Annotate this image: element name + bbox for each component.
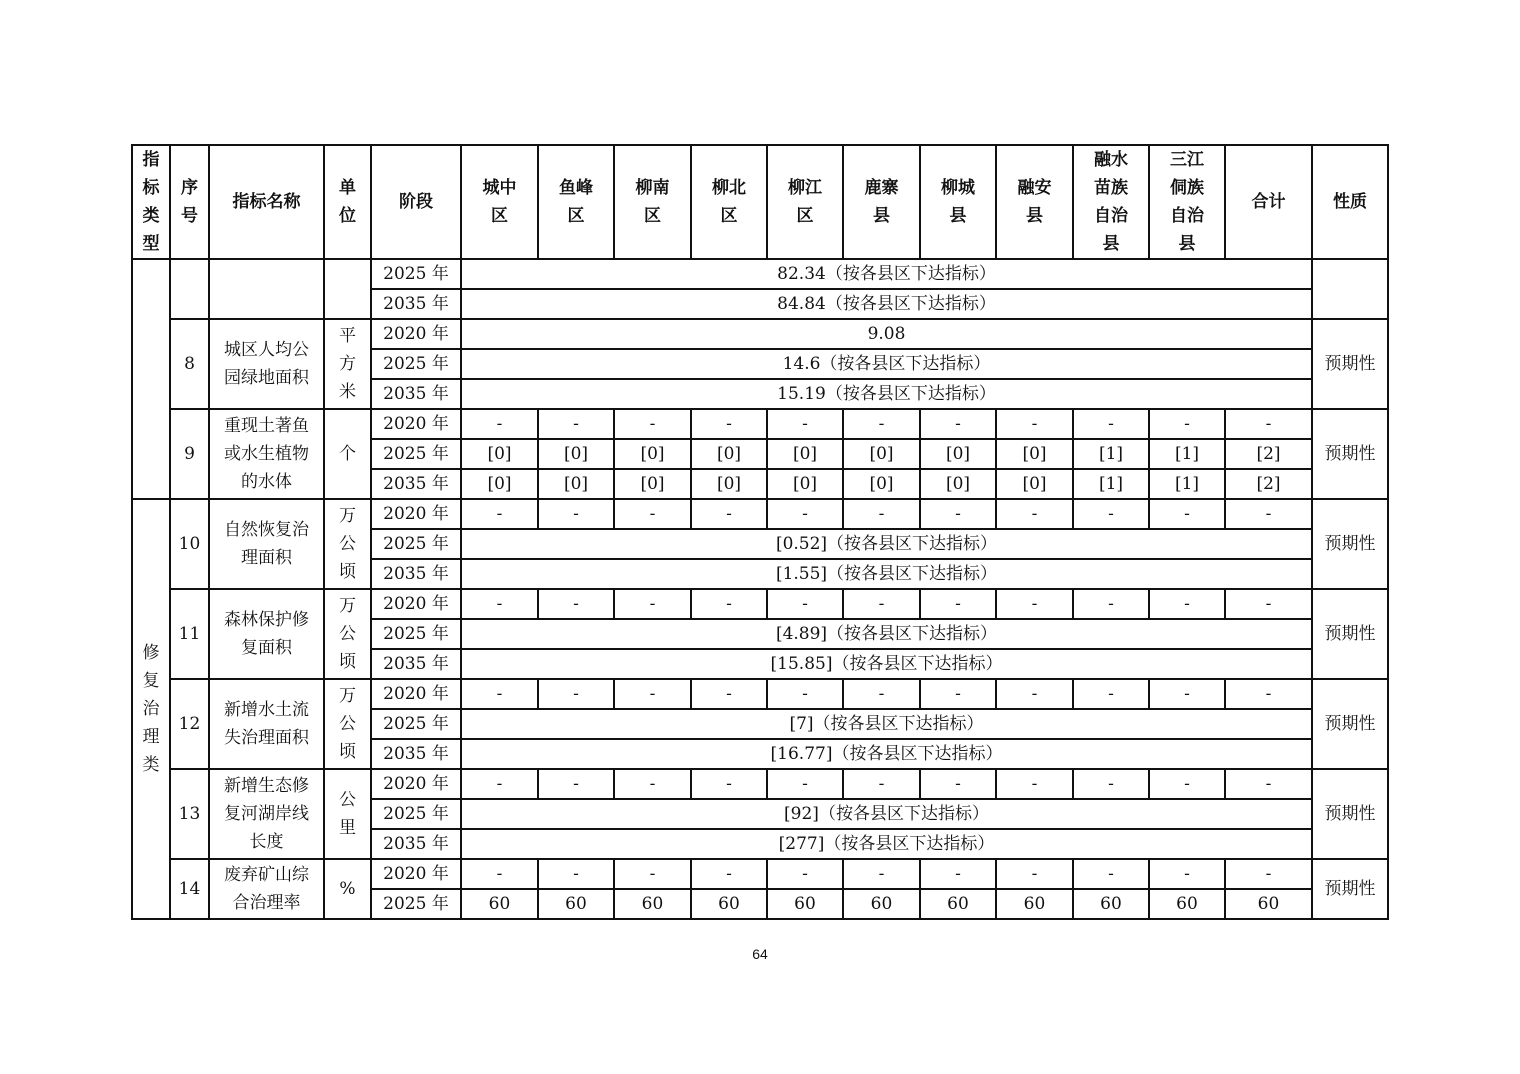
unit-cell	[324, 259, 371, 319]
unit-cell: 平 方 米	[324, 319, 371, 409]
merged-value-cell: [92]（按各县区下达指标）	[461, 799, 1312, 829]
value-cell: [0]	[614, 439, 691, 469]
header-county: 柳城 县	[920, 145, 996, 259]
value-cell: -	[920, 769, 996, 799]
value-cell: -	[461, 769, 538, 799]
stage-cell: 2020 年	[371, 769, 461, 799]
indicator-name-cell: 新增生态修 复河湖岸线 长度	[209, 769, 324, 859]
stage-cell: 2035 年	[371, 559, 461, 589]
seq-cell	[170, 259, 209, 319]
value-cell: -	[920, 589, 996, 619]
value-cell: -	[1073, 859, 1149, 889]
value-cell: -	[538, 409, 614, 439]
value-cell: -	[996, 409, 1073, 439]
header-row	[132, 145, 1388, 259]
merged-value-cell: [16.77]（按各县区下达指标）	[461, 739, 1312, 769]
value-cell: -	[538, 679, 614, 709]
header-county: 柳江 区	[767, 145, 843, 259]
indicator-name-cell: 废弃矿山综 合治理率	[209, 859, 324, 919]
value-cell: -	[614, 679, 691, 709]
indicator-name-cell: 新增水土流 失治理面积	[209, 679, 324, 769]
value-cell: [0]	[538, 439, 614, 469]
merged-value-cell: [277]（按各县区下达指标）	[461, 829, 1312, 859]
nature-cell: 预期性	[1312, 499, 1388, 589]
stage-cell: 2020 年	[371, 409, 461, 439]
value-cell: [1]	[1073, 439, 1149, 469]
table-row	[132, 679, 1388, 709]
category-cell: 修 复 治 理 类	[132, 499, 170, 919]
stage-cell: 2035 年	[371, 379, 461, 409]
value-cell: -	[538, 859, 614, 889]
value-cell: -	[1149, 409, 1225, 439]
total-cell: -	[1225, 769, 1312, 799]
seq-cell: 8	[170, 319, 209, 409]
header-county: 鹿寨 县	[843, 145, 920, 259]
nature-cell	[1312, 259, 1388, 319]
stage-cell: 2025 年	[371, 529, 461, 559]
value-cell: -	[767, 499, 843, 529]
total-cell: [2]	[1225, 469, 1312, 499]
stage-cell: 2020 年	[371, 319, 461, 349]
header-county: 融水 苗族 自治 县	[1073, 145, 1149, 259]
total-cell: -	[1225, 409, 1312, 439]
value-cell: -	[691, 859, 767, 889]
nature-cell: 预期性	[1312, 769, 1388, 859]
seq-cell: 11	[170, 589, 209, 679]
header-indicator-type: 指 标 类 型	[132, 145, 170, 259]
seq-cell: 10	[170, 499, 209, 589]
value-cell: -	[843, 589, 920, 619]
value-cell: -	[461, 589, 538, 619]
header-county: 柳南 区	[614, 145, 691, 259]
value-cell: -	[920, 499, 996, 529]
value-cell: -	[843, 409, 920, 439]
stage-cell: 2025 年	[371, 439, 461, 469]
value-cell: -	[1149, 679, 1225, 709]
value-cell: 60	[538, 889, 614, 919]
value-cell: -	[767, 679, 843, 709]
seq-cell: 14	[170, 859, 209, 919]
value-cell: -	[1073, 499, 1149, 529]
total-cell: -	[1225, 499, 1312, 529]
value-cell: 60	[614, 889, 691, 919]
table-row	[132, 319, 1388, 349]
seq-cell: 9	[170, 409, 209, 499]
unit-cell: 万 公 顷	[324, 679, 371, 769]
stage-cell: 2035 年	[371, 469, 461, 499]
value-cell: -	[538, 499, 614, 529]
value-cell: -	[996, 679, 1073, 709]
category-cell	[132, 259, 170, 499]
table-row	[132, 499, 1388, 529]
value-cell: -	[767, 589, 843, 619]
value-cell: -	[996, 769, 1073, 799]
seq-cell: 13	[170, 769, 209, 859]
stage-cell: 2025 年	[371, 889, 461, 919]
value-cell: [0]	[767, 469, 843, 499]
header-county: 鱼峰 区	[538, 145, 614, 259]
value-cell: -	[1073, 589, 1149, 619]
value-cell: -	[691, 679, 767, 709]
stage-cell: 2020 年	[371, 499, 461, 529]
indicator-name-cell: 自然恢复治 理面积	[209, 499, 324, 589]
header-total: 合计	[1225, 145, 1312, 259]
value-cell: [1]	[1149, 469, 1225, 499]
stage-cell: 2035 年	[371, 739, 461, 769]
value-cell: -	[996, 589, 1073, 619]
value-cell: -	[920, 409, 996, 439]
table-row	[132, 409, 1388, 439]
value-cell: -	[538, 769, 614, 799]
stage-cell: 2035 年	[371, 829, 461, 859]
stage-cell: 2025 年	[371, 799, 461, 829]
stage-cell: 2025 年	[371, 349, 461, 379]
header-seq: 序 号	[170, 145, 209, 259]
value-cell: -	[461, 499, 538, 529]
stage-cell: 2020 年	[371, 589, 461, 619]
unit-cell: 公 里	[324, 769, 371, 859]
value-cell: -	[691, 409, 767, 439]
merged-value-cell: 84.84（按各县区下达指标）	[461, 289, 1312, 319]
value-cell: -	[767, 769, 843, 799]
indicator-name-cell	[209, 259, 324, 319]
merged-value-cell: 9.08	[461, 319, 1312, 349]
value-cell: -	[1073, 679, 1149, 709]
nature-cell: 预期性	[1312, 859, 1388, 919]
value-cell: 60	[1149, 889, 1225, 919]
header-stage: 阶段	[371, 145, 461, 259]
value-cell: -	[1149, 859, 1225, 889]
value-cell: -	[614, 859, 691, 889]
stage-cell: 2020 年	[371, 679, 461, 709]
value-cell: -	[767, 409, 843, 439]
value-cell: -	[614, 409, 691, 439]
value-cell: [0]	[996, 469, 1073, 499]
nature-cell: 预期性	[1312, 589, 1388, 679]
value-cell: 60	[691, 889, 767, 919]
value-cell: -	[1149, 499, 1225, 529]
value-cell: -	[691, 589, 767, 619]
value-cell: -	[843, 859, 920, 889]
indicator-name-cell: 重现土著鱼 或水生植物 的水体	[209, 409, 324, 499]
value-cell: [1]	[1149, 439, 1225, 469]
total-cell: -	[1225, 679, 1312, 709]
stage-cell: 2035 年	[371, 289, 461, 319]
value-cell: -	[461, 679, 538, 709]
value-cell: [0]	[614, 469, 691, 499]
merged-value-cell: 82.34（按各县区下达指标）	[461, 259, 1312, 289]
header-indicator-name: 指标名称	[209, 145, 324, 259]
indicator-name-cell: 城区人均公 园绿地面积	[209, 319, 324, 409]
value-cell: [0]	[461, 439, 538, 469]
merged-value-cell: 15.19（按各县区下达指标）	[461, 379, 1312, 409]
value-cell: -	[1149, 769, 1225, 799]
value-cell: -	[1073, 409, 1149, 439]
value-cell: -	[843, 769, 920, 799]
header-county: 三江 侗族 自治 县	[1149, 145, 1225, 259]
value-cell: 60	[461, 889, 538, 919]
value-cell: -	[691, 499, 767, 529]
nature-cell: 预期性	[1312, 679, 1388, 769]
value-cell: -	[1073, 769, 1149, 799]
value-cell: -	[614, 499, 691, 529]
value-cell: 60	[767, 889, 843, 919]
value-cell: [0]	[538, 469, 614, 499]
value-cell: -	[996, 859, 1073, 889]
indicator-table	[131, 144, 1389, 920]
value-cell: 60	[1073, 889, 1149, 919]
value-cell: -	[996, 499, 1073, 529]
value-cell: -	[461, 859, 538, 889]
value-cell: [0]	[920, 469, 996, 499]
total-cell: [2]	[1225, 439, 1312, 469]
value-cell: -	[461, 409, 538, 439]
value-cell: [0]	[843, 469, 920, 499]
value-cell: 60	[920, 889, 996, 919]
total-cell: -	[1225, 589, 1312, 619]
table-row	[132, 259, 1388, 289]
stage-cell: 2025 年	[371, 619, 461, 649]
header-unit: 单 位	[324, 145, 371, 259]
value-cell: -	[538, 589, 614, 619]
unit-cell: 万 公 顷	[324, 499, 371, 589]
indicator-name-cell: 森林保护修 复面积	[209, 589, 324, 679]
unit-cell: 个	[324, 409, 371, 499]
stage-cell: 2025 年	[371, 709, 461, 739]
value-cell: -	[920, 679, 996, 709]
table-row	[132, 769, 1388, 799]
value-cell: -	[920, 859, 996, 889]
nature-cell: 预期性	[1312, 409, 1388, 499]
unit-cell: 万 公 顷	[324, 589, 371, 679]
value-cell: -	[843, 679, 920, 709]
value-cell: [0]	[691, 439, 767, 469]
merged-value-cell: 14.6（按各县区下达指标）	[461, 349, 1312, 379]
merged-value-cell: [1.55]（按各县区下达指标）	[461, 559, 1312, 589]
value-cell: -	[691, 769, 767, 799]
page-number: 64	[752, 946, 768, 962]
value-cell: [0]	[691, 469, 767, 499]
stage-cell: 2020 年	[371, 859, 461, 889]
table-row	[132, 589, 1388, 619]
header-county: 城中 区	[461, 145, 538, 259]
total-cell: -	[1225, 859, 1312, 889]
table-row	[132, 859, 1388, 889]
value-cell: -	[843, 499, 920, 529]
seq-cell: 12	[170, 679, 209, 769]
merged-value-cell: [15.85]（按各县区下达指标）	[461, 649, 1312, 679]
value-cell: 60	[996, 889, 1073, 919]
unit-cell: %	[324, 859, 371, 919]
value-cell: -	[614, 589, 691, 619]
value-cell: [0]	[767, 439, 843, 469]
stage-cell: 2035 年	[371, 649, 461, 679]
nature-cell: 预期性	[1312, 319, 1388, 409]
value-cell: [0]	[461, 469, 538, 499]
header-county: 融安 县	[996, 145, 1073, 259]
total-cell: 60	[1225, 889, 1312, 919]
merged-value-cell: [0.52]（按各县区下达指标）	[461, 529, 1312, 559]
header-county: 柳北 区	[691, 145, 767, 259]
value-cell: [0]	[996, 439, 1073, 469]
merged-value-cell: [4.89]（按各县区下达指标）	[461, 619, 1312, 649]
value-cell: [0]	[920, 439, 996, 469]
header-nature: 性质	[1312, 145, 1388, 259]
value-cell: -	[767, 859, 843, 889]
value-cell: [0]	[843, 439, 920, 469]
value-cell: -	[1149, 589, 1225, 619]
value-cell: -	[614, 769, 691, 799]
stage-cell: 2025 年	[371, 259, 461, 289]
value-cell: 60	[843, 889, 920, 919]
value-cell: [1]	[1073, 469, 1149, 499]
merged-value-cell: [7]（按各县区下达指标）	[461, 709, 1312, 739]
